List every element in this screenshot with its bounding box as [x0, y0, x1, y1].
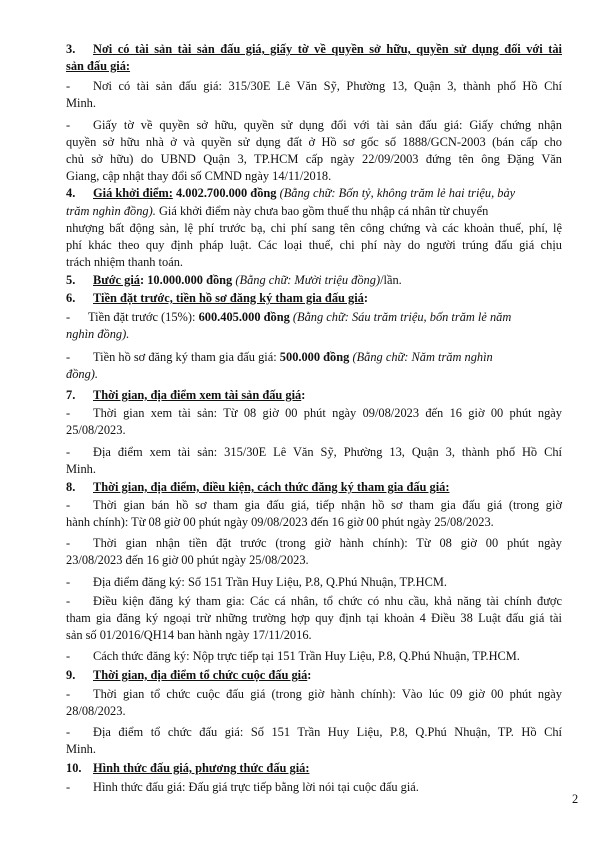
s9-number: 9. [66, 668, 76, 682]
s5-label: Bước giá [93, 273, 140, 287]
s3-line4: quyền sở hữu nhà ở và quyền sử dụng đất ở Hồ sơ gốc số 1888/GCN-2003 (bán cấp cho [66, 135, 562, 149]
s6-fee-amount: 500.000 đồng [279, 350, 350, 364]
s7-number: 7. [66, 388, 76, 402]
s8-line3: Thời gian nhận tiền đặt trước (trong giờ hành chính): Từ 08 giờ 00 phút ngày [93, 536, 562, 550]
s3-line1: Nơi có tài sản đấu giá: 315/30E Lê Văn Sỹ, Phường 13, Quận 3, thành phố Hồ Chí [93, 79, 562, 93]
s5-words: (Bằng chữ: Mười triệu đồng) [235, 273, 381, 287]
s8-line1: Thời gian bán hồ sơ tham gia đấu giá, tiếp nhận hồ sơ tham gia đấu giá (trong giờ [93, 498, 562, 512]
s4-line1 [93, 185, 562, 201]
s6-title-colon: : [363, 291, 368, 305]
s8-line4: 23/08/2023 đến 16 giờ 00 phút ngày 25/08/2023. [66, 553, 309, 567]
s6-dash-1: - [66, 310, 71, 324]
s3-line3: Giấy tờ về quyền sở hữu, quyền sử dụng đối với tài sản đấu giá: Giấy chứng nhận [93, 118, 562, 132]
s8-title: Thời gian, địa điểm, điều kiện, cách thức đăng ký tham gia đấu giá: [93, 480, 450, 494]
s8-dash-5: - [66, 649, 71, 663]
s3-dash-2: - [66, 118, 71, 132]
s4-line2 [66, 203, 562, 219]
s4-label: Giá khởi điểm: [93, 186, 173, 200]
s9-line4: Minh. [66, 742, 96, 756]
s6-line1 [88, 309, 562, 325]
s9-title-text: Thời gian, địa điểm tổ chức cuộc đấu giá [93, 668, 308, 682]
s4-words: (Bằng chữ: Bốn tỷ, không trăm lẻ hai triệu, bảy [279, 186, 516, 200]
s8-dash-4: - [66, 594, 71, 608]
s8-line6: Điều kiện đăng ký tham gia: Các cá nhân, tổ chức có nhu cầu, khả năng tài chính được [93, 594, 562, 608]
s5-number: 5. [66, 273, 76, 287]
s6-title [93, 290, 368, 306]
page-number: 2 [572, 792, 579, 806]
s4-line3: nhượng bất động sản, lệ phí trước bạ, chi phí sang tên công chứng và các khoản thuế, phí, lệ [66, 221, 562, 235]
s4-line4: phí khác theo quy định pháp luật. Các loại thuế, chi phí này do người trúng đấu giá chịu [66, 238, 562, 252]
s10-title: Hình thức đấu giá, phương thức đấu giá: [93, 761, 310, 775]
s8-line5: Địa điểm đăng ký: Số 151 Trần Huy Liệu, P.8, Q.Phú Nhuận, TP.HCM. [93, 575, 447, 589]
s10-number: 10. [66, 761, 82, 775]
s4-words-end: trăm nghìn đồng). [66, 204, 156, 218]
s3-line5: chủ sở hữu) do UBND Quận 3, TP.HCM cấp ngày 22/09/2003 đứng tên ông Đặng Văn [66, 152, 562, 166]
s6-title-text: Tiền đặt trước, tiền hồ sơ đăng ký tham gia đấu giá [93, 291, 364, 305]
s3-title-line2: sản đấu giá: [66, 59, 131, 73]
s9-dash-2: - [66, 725, 71, 739]
s9-line3: Địa điểm tổ chức đấu giá: Số 151 Trần Huy Liệu, P.8, Q.Phú Nhuận, TP. Hồ Chí [93, 725, 562, 739]
s6-fee-words: (Bằng chữ: Năm trăm nghìn [352, 350, 493, 364]
s7-line4: Minh. [66, 462, 96, 476]
s8-line7: tham gia đăng ký ngoại trừ những trường hợp quy định tại khoản 4 Điều 38 Luật đấu giá tài [66, 611, 562, 625]
s5-tail: /lần. [380, 273, 402, 287]
s8-dash-3: - [66, 575, 71, 589]
s10-line1: Hình thức đấu giá: Đấu giá trực tiếp bằng lời nói tại cuộc đấu giá. [93, 780, 419, 794]
s9-title [93, 667, 311, 683]
s6-deposit-amount: 600.405.000 đồng [198, 310, 290, 324]
s9-dash-1: - [66, 687, 71, 701]
s7-title [93, 387, 305, 403]
s6-deposit-words: (Bằng chữ: Sáu trăm triệu, bốn trăm lẻ năm [292, 310, 512, 324]
s8-dash-2: - [66, 536, 71, 550]
s7-dash-1: - [66, 406, 71, 420]
s4-line5: trách nhiệm thanh toán. [66, 255, 183, 269]
s6-dash-2: - [66, 350, 71, 364]
s3-title-line1: Nơi có tài sản tài sản đấu giá, giấy tờ về quyền sở hữu, quyền sử dụng đối với tài [93, 42, 562, 56]
s7-line2: 25/08/2023. [66, 423, 126, 437]
s6-deposit-label: Tiền đặt trước (15%): [88, 310, 196, 324]
s4-number: 4. [66, 186, 76, 200]
s3-dash-1: - [66, 79, 71, 93]
s6-line2: nghìn đồng). [66, 327, 130, 341]
s6-fee-label: Tiền hồ sơ đăng ký tham gia đấu giá: [93, 350, 277, 364]
s5-line [93, 272, 402, 288]
s10-dash-1: - [66, 780, 71, 794]
s6-number: 6. [66, 291, 76, 305]
s3-number: 3. [66, 42, 76, 56]
s3-line6: Giang, cập nhật thay đổi số CMND ngày 14/11/2018. [66, 169, 332, 183]
s9-title-colon: : [307, 668, 312, 682]
s4-line2-rest: Giá khởi điểm này chưa bao gồm thuế thu nhập cá nhân từ chuyển [158, 204, 489, 218]
s8-line8: sản số 01/2016/QH14 ban hành ngày 17/11/2016. [66, 628, 312, 642]
s9-line1: Thời gian tổ chức cuộc đấu giá (trong giờ hành chính): Vào lúc 09 giờ 00 phút ngày [93, 687, 562, 701]
s7-title-colon: : [301, 388, 306, 402]
s8-dash-1: - [66, 498, 71, 512]
s9-line2: 28/08/2023. [66, 704, 126, 718]
s8-line9: Cách thức đăng ký: Nộp trực tiếp tại 151 Trần Huy Liệu, P.8, Q.Phú Nhuận, TP.HCM. [93, 649, 520, 663]
s5-amount: : 10.000.000 đồng [140, 273, 233, 287]
s8-line2: hành chính): Từ 08 giờ 00 phút ngày 09/08/2023 đến 16 giờ 00 phút ngày 25/08/2023. [66, 515, 494, 529]
s7-dash-2: - [66, 445, 71, 459]
s8-number: 8. [66, 480, 76, 494]
s7-title-text: Thời gian, địa điểm xem tài sản đấu giá [93, 388, 302, 402]
s6-line4: đồng). [66, 367, 99, 381]
s6-line3 [93, 349, 562, 365]
s7-line3: Địa điểm xem tài sản: 315/30E Lê Văn Sỹ, Phường 13, Quận 3, thành phố Hồ Chí [93, 445, 562, 459]
s3-line2: Minh. [66, 96, 96, 110]
s7-line1: Thời gian xem tài sản: Từ 08 giờ 00 phút ngày 09/08/2023 đến 16 giờ 00 phút ngày [93, 406, 562, 420]
s4-amount: 4.002.700.000 đồng [175, 186, 277, 200]
